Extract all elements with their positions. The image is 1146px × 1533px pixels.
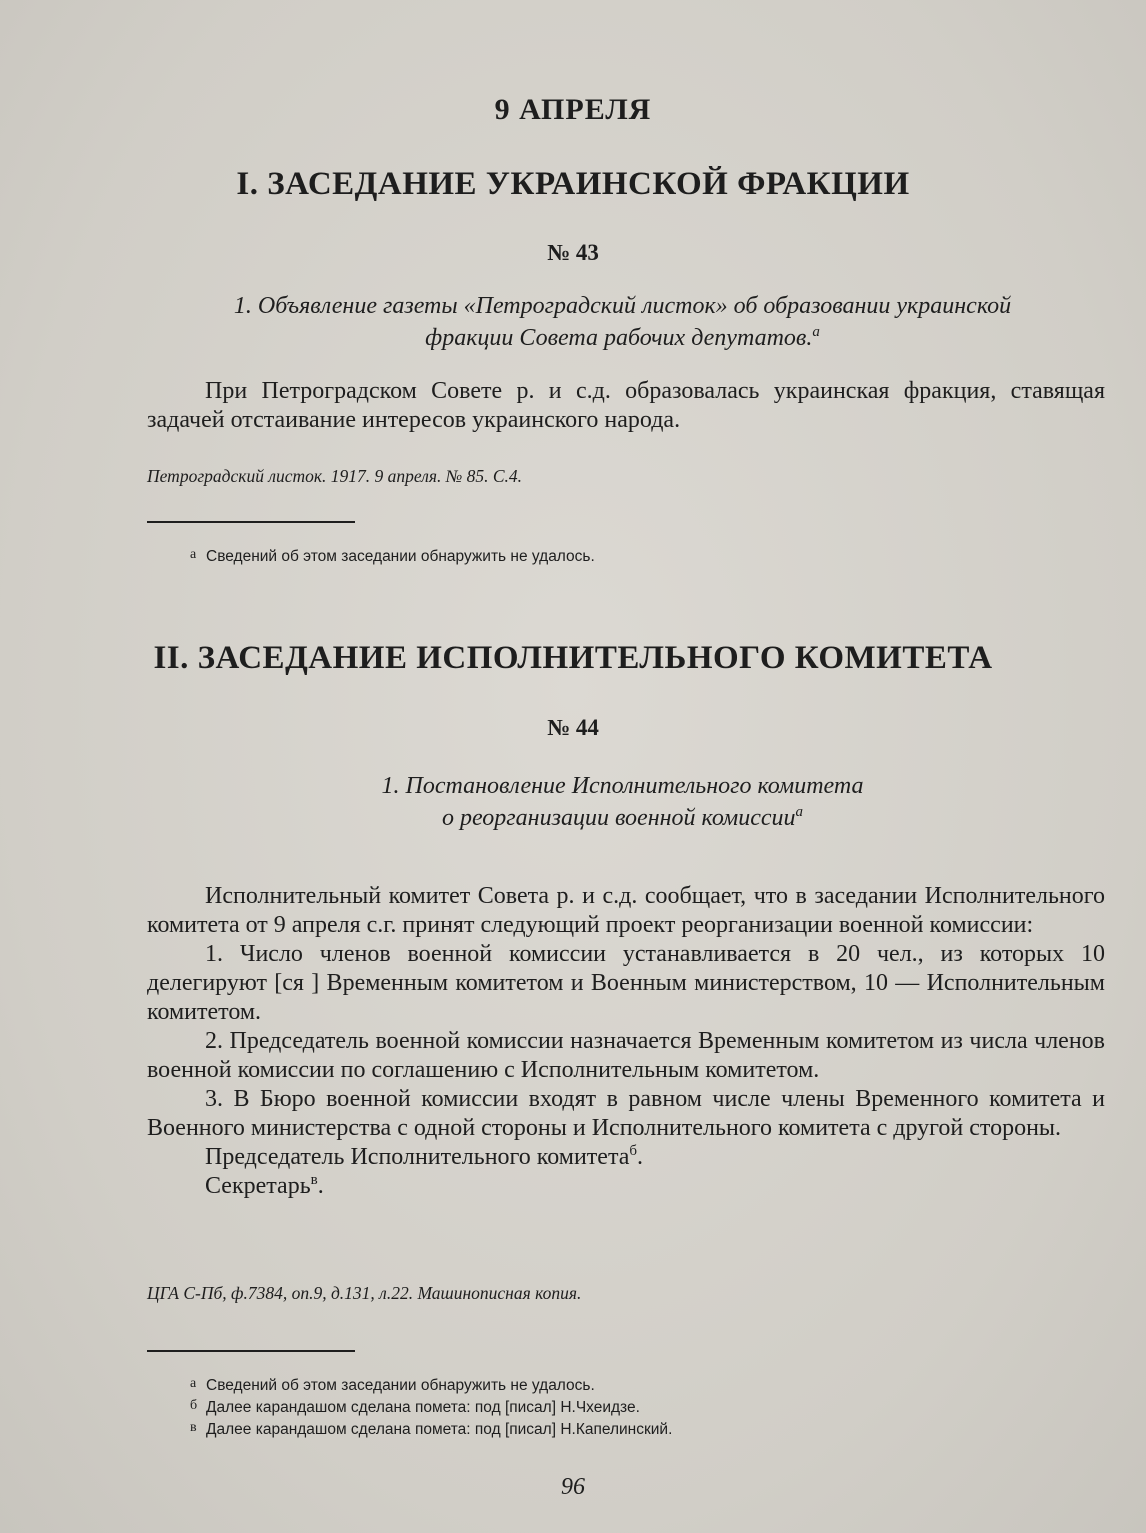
- footnote: [190, 545, 990, 567]
- footnote-marker: a: [812, 324, 820, 340]
- footnote: [190, 1396, 990, 1418]
- paragraph: 2. Председатель военной комиссии назначается Временным комитетом из числа членов военной комиссии по соглашению с Исполнительным комитетом.: [147, 1028, 1105, 1083]
- section-1-source: Петроградский листок. 1917. 9 апреля. № 85. С.4.: [147, 466, 523, 486]
- footnote-text: Сведений об этом заседании обнаружить не удалось.: [206, 1377, 595, 1394]
- section-2-title: II. ЗАСЕДАНИЕ ИСПОЛНИТЕЛЬНОГО КОМИТЕТА: [153, 640, 993, 676]
- footnote-mark: а: [190, 1376, 197, 1391]
- section-1-document-title-line-2-text: фракции Совета рабочих депутатов.: [425, 325, 813, 351]
- footnote-text: Далее карандашом сделана помета: под [писал] Н.Капелинский.: [206, 1421, 673, 1438]
- section-2-document-title-line-2-text: о реорганизации военной комиссии: [441, 805, 796, 831]
- footnote-divider: [147, 521, 355, 523]
- section-1-document-title: [150, 290, 1095, 354]
- footnote: [190, 1418, 990, 1440]
- paragraph: 3. В Бюро военной комиссии входят в равном числе члены Временного комитета и Военного министерства с одной стороны и Исполнительного комитета с другой стороны.: [147, 1086, 1105, 1141]
- footnote-marker: a: [795, 804, 804, 820]
- footnote-mark: а: [190, 547, 197, 562]
- footnote-marker: в: [310, 1172, 318, 1188]
- footnote-mark: в: [190, 1420, 197, 1435]
- section-2-number: № 44: [547, 715, 599, 740]
- secretary-text: Секретарь: [205, 1173, 311, 1199]
- page-number: 96: [561, 1474, 585, 1500]
- section-1-number: № 43: [547, 240, 599, 265]
- section-1-text: [147, 377, 1105, 435]
- date-heading: 9 АПРЕЛЯ: [494, 93, 652, 126]
- section-2-document-title-line-1: 1. Постановление Исполнительного комитета: [381, 773, 864, 799]
- section-2-document-title-line-2: [150, 802, 1095, 834]
- chairman-text: Председатель Исполнительного комитета: [205, 1144, 630, 1170]
- footnote-text: Сведений об этом заседании обнаружить не удалось.: [206, 548, 595, 565]
- footnote: [190, 1374, 990, 1396]
- secretary-signature: Секретарь$^в$.: [205, 1172, 324, 1199]
- footnote-divider: [147, 1350, 355, 1352]
- section-1-title: I. ЗАСЕДАНИЕ УКРАИНСКОЙ ФРАКЦИИ: [236, 166, 910, 202]
- section-2-document-title: [150, 770, 1095, 834]
- section-1-footnotes: [190, 545, 990, 567]
- paragraph: При Петроградском Совете р. и с.д. образовалась украинская фракция, ставящая задачей отстаивание интересов украинского народа.: [147, 378, 1105, 433]
- footnote-text: Далее карандашом сделана помета: под [писал] Н.Чхеидзе.: [206, 1399, 640, 1416]
- section-2-source: ЦГА С-Пб, ф.7384, оп.9, д.131, л.22. Машинописная копия.: [147, 1283, 582, 1303]
- footnote-marker: б: [629, 1143, 638, 1159]
- section-1-document-title-line-1: 1. Объявление газеты «Петроградский листок» об образовании украинской: [233, 293, 1012, 319]
- chairman-signature: Председатель Исполнительного комитета$^б$.: [205, 1143, 644, 1170]
- section-1-document-title-line-2: [150, 322, 1095, 354]
- footnote-mark: б: [190, 1398, 198, 1413]
- section-2-footnotes: [190, 1374, 990, 1440]
- section-2-text: [147, 882, 1105, 1201]
- paragraph: 1. Число членов военной комиссии устанавливается в 20 чел., из которых 10 делегируют [ся ] Временным комитетом и Военным министерством, 10 — Исполнительным комитетом.: [147, 941, 1105, 1025]
- paragraph: Исполнительный комитет Совета р. и с.д. сообщает, что в заседании Исполнительного комитета от 9 апреля с.г. принят следующий проект реорганизации военной комиссии:: [147, 883, 1105, 938]
